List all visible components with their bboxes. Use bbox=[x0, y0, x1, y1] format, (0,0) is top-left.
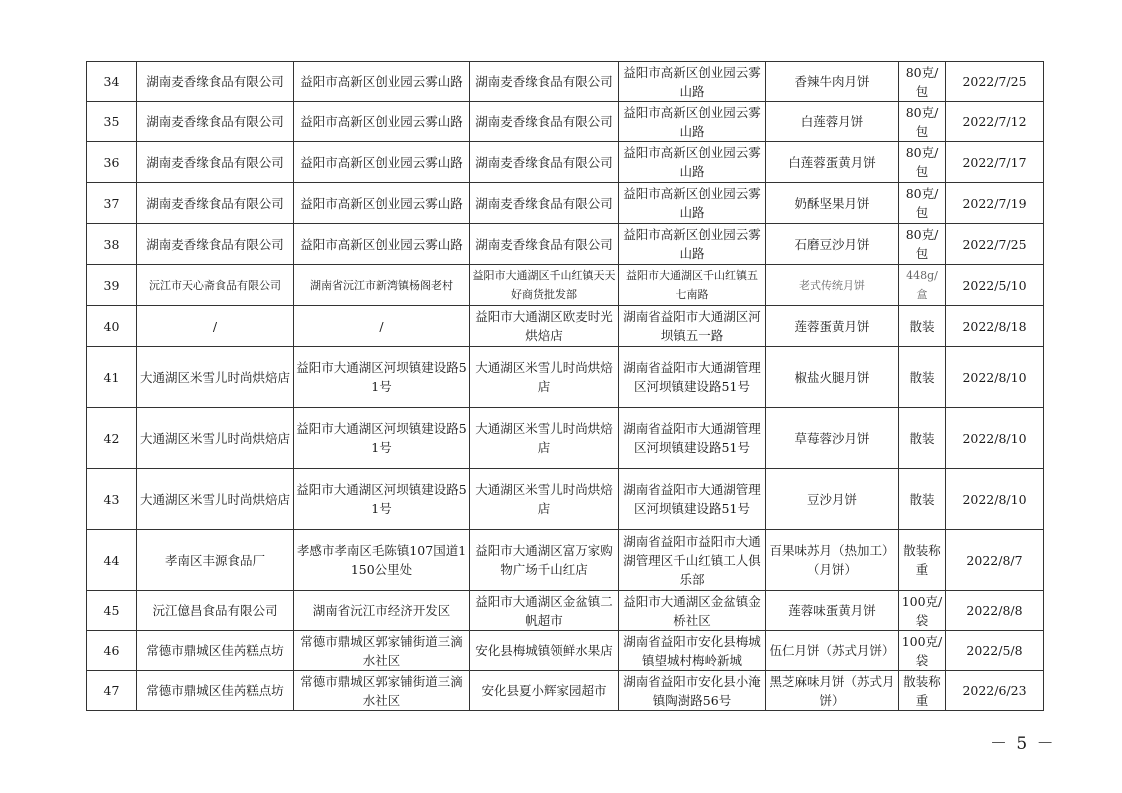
seller-address-cell: 益阳市高新区创业园云雾山路 bbox=[619, 183, 766, 224]
product-name-cell: 老式传统月饼 bbox=[766, 265, 899, 306]
seller-address-cell: 益阳市高新区创业园云雾山路 bbox=[619, 224, 766, 265]
producer-name-cell: 湖南麦香缘食品有限公司 bbox=[137, 224, 294, 265]
producer-name-cell: 沅江市天心斋食品有限公司 bbox=[137, 265, 294, 306]
seller-name-cell: 湖南麦香缘食品有限公司 bbox=[470, 224, 619, 265]
producer-name-cell: 湖南麦香缘食品有限公司 bbox=[137, 62, 294, 102]
producer-name-cell: 大通湖区米雪儿时尚烘焙店 bbox=[137, 469, 294, 530]
producer-address-cell: 益阳市大通湖区河坝镇建设路51号 bbox=[294, 469, 470, 530]
production-date-cell: 2022/7/19 bbox=[946, 183, 1044, 224]
producer-address-cell: 常德市鼎城区郭家铺街道三滴水社区 bbox=[294, 671, 470, 711]
table-row bbox=[87, 530, 1044, 591]
producer-address-cell: 益阳市高新区创业园云雾山路 bbox=[294, 102, 470, 142]
spec-cell: 散装 bbox=[899, 306, 946, 347]
seller-name-cell: 安化县梅城镇领鲜水果店 bbox=[470, 631, 619, 671]
row-number-cell: 44 bbox=[87, 530, 137, 591]
producer-address-cell: 益阳市高新区创业园云雾山路 bbox=[294, 224, 470, 265]
table-row bbox=[87, 347, 1044, 408]
seller-name-cell: 湖南麦香缘食品有限公司 bbox=[470, 142, 619, 183]
table-row bbox=[87, 142, 1044, 183]
seller-address-cell: 湖南省益阳市大通湖管理区河坝镇建设路51号 bbox=[619, 347, 766, 408]
row-number-cell: 41 bbox=[87, 347, 137, 408]
production-date-cell: 2022/8/18 bbox=[946, 306, 1044, 347]
page-number: － 5 － bbox=[990, 734, 1056, 754]
sampling-table bbox=[86, 61, 1044, 711]
seller-address-cell: 益阳市高新区创业园云雾山路 bbox=[619, 62, 766, 102]
production-date-cell: 2022/7/12 bbox=[946, 102, 1044, 142]
product-name-cell: 白莲蓉蛋黄月饼 bbox=[766, 142, 899, 183]
seller-address-cell: 益阳市高新区创业园云雾山路 bbox=[619, 102, 766, 142]
row-number-cell: 43 bbox=[87, 469, 137, 530]
producer-name-cell: 常德市鼎城区佳芮糕点坊 bbox=[137, 631, 294, 671]
row-number-cell: 35 bbox=[87, 102, 137, 142]
producer-name-cell: 大通湖区米雪儿时尚烘焙店 bbox=[137, 408, 294, 469]
production-date-cell: 2022/8/10 bbox=[946, 347, 1044, 408]
seller-address-cell: 益阳市大通湖区千山红镇五七南路 bbox=[619, 265, 766, 306]
product-name-cell: 草莓蓉沙月饼 bbox=[766, 408, 899, 469]
seller-name-cell: 大通湖区米雪儿时尚烘焙店 bbox=[470, 347, 619, 408]
table-row bbox=[87, 469, 1044, 530]
producer-name-cell: 湖南麦香缘食品有限公司 bbox=[137, 102, 294, 142]
product-name-cell: 石磨豆沙月饼 bbox=[766, 224, 899, 265]
seller-name-cell: 益阳市大通湖区富万家购物广场千山红店 bbox=[470, 530, 619, 591]
product-name-cell: 百果味苏月（热加工）（月饼） bbox=[766, 530, 899, 591]
seller-address-cell: 湖南省益阳市大通湖管理区河坝镇建设路51号 bbox=[619, 469, 766, 530]
row-number-cell: 37 bbox=[87, 183, 137, 224]
seller-address-cell: 湖南省益阳市安化县小淹镇陶澍路56号 bbox=[619, 671, 766, 711]
production-date-cell: 2022/7/25 bbox=[946, 62, 1044, 102]
seller-address-cell: 湖南省益阳市益阳市大通湖管理区千山红镇工人俱乐部 bbox=[619, 530, 766, 591]
spec-cell: 80克/包 bbox=[899, 224, 946, 265]
producer-address-cell: 益阳市大通湖区河坝镇建设路51号 bbox=[294, 347, 470, 408]
row-number-cell: 40 bbox=[87, 306, 137, 347]
seller-address-cell: 湖南省益阳市安化县梅城镇望城村梅岭新城 bbox=[619, 631, 766, 671]
row-number-cell: 47 bbox=[87, 671, 137, 711]
producer-name-cell: 常德市鼎城区佳芮糕点坊 bbox=[137, 671, 294, 711]
table-row bbox=[87, 631, 1044, 671]
table-row bbox=[87, 671, 1044, 711]
production-date-cell: 2022/7/25 bbox=[946, 224, 1044, 265]
production-date-cell: 2022/8/8 bbox=[946, 591, 1044, 631]
seller-address-cell: 湖南省益阳市大通湖区河坝镇五一路 bbox=[619, 306, 766, 347]
table-row bbox=[87, 591, 1044, 631]
producer-address-cell: 益阳市高新区创业园云雾山路 bbox=[294, 142, 470, 183]
spec-cell: 448g/盒 bbox=[899, 265, 946, 306]
production-date-cell: 2022/8/10 bbox=[946, 408, 1044, 469]
seller-address-cell: 益阳市高新区创业园云雾山路 bbox=[619, 142, 766, 183]
seller-address-cell: 益阳市大通湖区金盆镇金桥社区 bbox=[619, 591, 766, 631]
table-row bbox=[87, 102, 1044, 142]
producer-address-cell: 益阳市高新区创业园云雾山路 bbox=[294, 183, 470, 224]
product-name-cell: 椒盐火腿月饼 bbox=[766, 347, 899, 408]
row-number-cell: 46 bbox=[87, 631, 137, 671]
table-row bbox=[87, 224, 1044, 265]
product-name-cell: 莲蓉蛋黄月饼 bbox=[766, 306, 899, 347]
table-row bbox=[87, 62, 1044, 102]
product-name-cell: 香辣牛肉月饼 bbox=[766, 62, 899, 102]
seller-address-cell: 湖南省益阳市大通湖管理区河坝镇建设路51号 bbox=[619, 408, 766, 469]
spec-cell: 80克/包 bbox=[899, 102, 946, 142]
spec-cell: 80克/包 bbox=[899, 142, 946, 183]
spec-cell: 100克/袋 bbox=[899, 631, 946, 671]
product-name-cell: 黑芝麻味月饼（苏式月饼） bbox=[766, 671, 899, 711]
sampling-table-page bbox=[86, 61, 1044, 711]
spec-cell: 散装称重 bbox=[899, 530, 946, 591]
producer-name-cell: 湖南麦香缘食品有限公司 bbox=[137, 142, 294, 183]
spec-cell: 散装 bbox=[899, 469, 946, 530]
producer-name-cell: 湖南麦香缘食品有限公司 bbox=[137, 183, 294, 224]
seller-name-cell: 湖南麦香缘食品有限公司 bbox=[470, 183, 619, 224]
spec-cell: 80克/包 bbox=[899, 62, 946, 102]
producer-address-cell: 孝感市孝南区毛陈镇107国道1150公里处 bbox=[294, 530, 470, 591]
seller-name-cell: 益阳市大通湖区欧麦时光烘焙店 bbox=[470, 306, 619, 347]
product-name-cell: 莲蓉味蛋黄月饼 bbox=[766, 591, 899, 631]
producer-name-cell: 沅江億昌食品有限公司 bbox=[137, 591, 294, 631]
production-date-cell: 2022/8/10 bbox=[946, 469, 1044, 530]
production-date-cell: 2022/6/23 bbox=[946, 671, 1044, 711]
producer-address-cell: / bbox=[294, 306, 470, 347]
seller-name-cell: 湖南麦香缘食品有限公司 bbox=[470, 62, 619, 102]
seller-name-cell: 益阳市大通湖区金盆镇二帆超市 bbox=[470, 591, 619, 631]
seller-name-cell: 安化县夏小辉家园超市 bbox=[470, 671, 619, 711]
production-date-cell: 2022/8/7 bbox=[946, 530, 1044, 591]
row-number-cell: 39 bbox=[87, 265, 137, 306]
product-name-cell: 伍仁月饼（苏式月饼） bbox=[766, 631, 899, 671]
seller-name-cell: 大通湖区米雪儿时尚烘焙店 bbox=[470, 469, 619, 530]
seller-name-cell: 大通湖区米雪儿时尚烘焙店 bbox=[470, 408, 619, 469]
producer-name-cell: 孝南区丰源食品厂 bbox=[137, 530, 294, 591]
spec-cell: 80克/包 bbox=[899, 183, 946, 224]
producer-name-cell: 大通湖区米雪儿时尚烘焙店 bbox=[137, 347, 294, 408]
row-number-cell: 42 bbox=[87, 408, 137, 469]
producer-name-cell: / bbox=[137, 306, 294, 347]
producer-address-cell: 益阳市大通湖区河坝镇建设路51号 bbox=[294, 408, 470, 469]
spec-cell: 散装 bbox=[899, 408, 946, 469]
table-row bbox=[87, 265, 1044, 306]
producer-address-cell: 湖南省沅江市经济开发区 bbox=[294, 591, 470, 631]
producer-address-cell: 湖南省沅江市新湾镇杨阁老村 bbox=[294, 265, 470, 306]
row-number-cell: 45 bbox=[87, 591, 137, 631]
spec-cell: 100克/袋 bbox=[899, 591, 946, 631]
row-number-cell: 36 bbox=[87, 142, 137, 183]
seller-name-cell: 湖南麦香缘食品有限公司 bbox=[470, 102, 619, 142]
product-name-cell: 白莲蓉月饼 bbox=[766, 102, 899, 142]
production-date-cell: 2022/5/8 bbox=[946, 631, 1044, 671]
product-name-cell: 豆沙月饼 bbox=[766, 469, 899, 530]
spec-cell: 散装称重 bbox=[899, 671, 946, 711]
row-number-cell: 38 bbox=[87, 224, 137, 265]
seller-name-cell: 益阳市大通湖区千山红镇天天好商货批发部 bbox=[470, 265, 619, 306]
producer-address-cell: 常德市鼎城区郭家铺街道三滴水社区 bbox=[294, 631, 470, 671]
spec-cell: 散装 bbox=[899, 347, 946, 408]
table-row bbox=[87, 408, 1044, 469]
production-date-cell: 2022/7/17 bbox=[946, 142, 1044, 183]
table-row bbox=[87, 183, 1044, 224]
product-name-cell: 奶酥坚果月饼 bbox=[766, 183, 899, 224]
row-number-cell: 34 bbox=[87, 62, 137, 102]
table-row bbox=[87, 306, 1044, 347]
producer-address-cell: 益阳市高新区创业园云雾山路 bbox=[294, 62, 470, 102]
production-date-cell: 2022/5/10 bbox=[946, 265, 1044, 306]
